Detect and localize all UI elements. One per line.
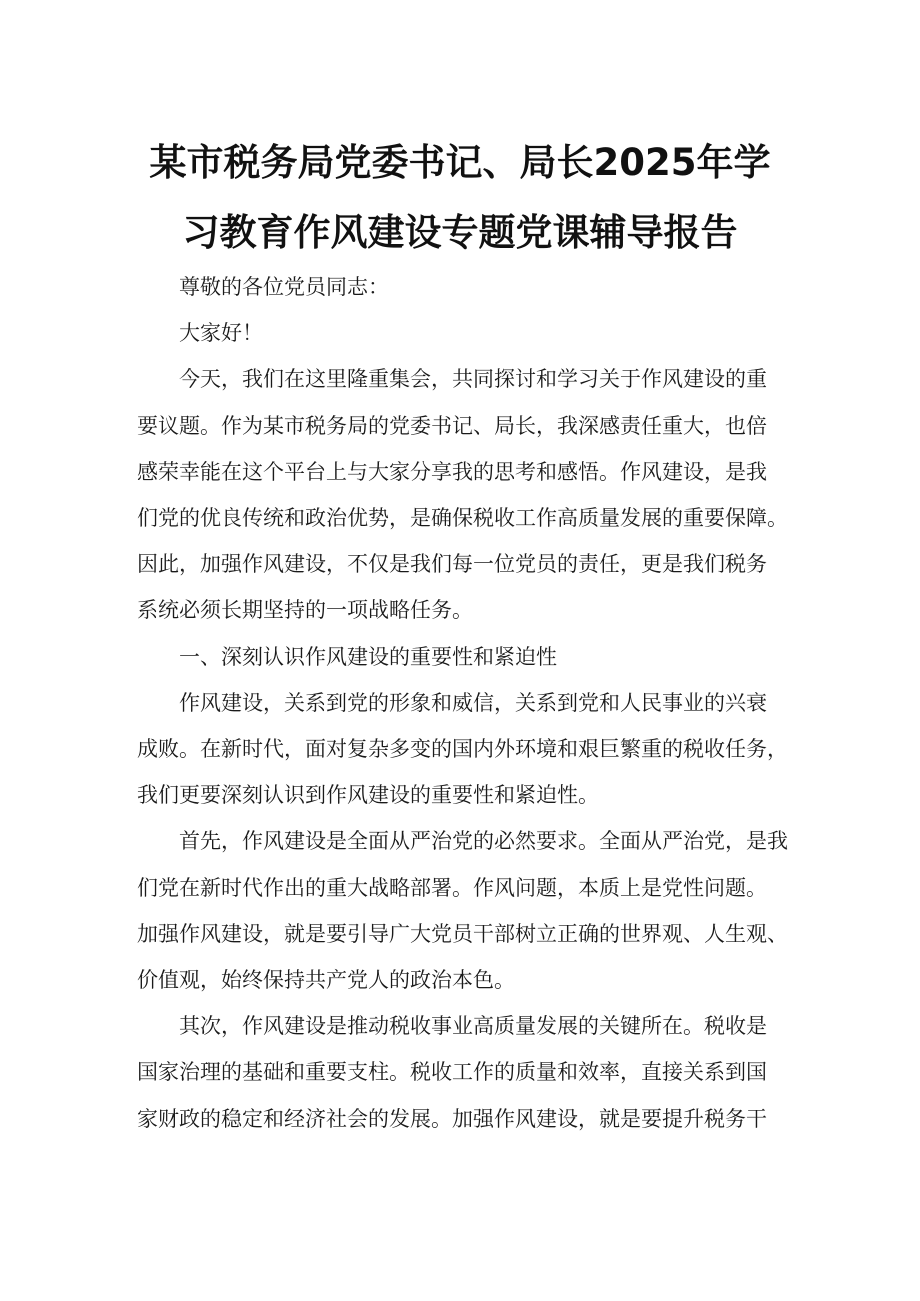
body-paragraph	[137, 634, 797, 680]
document-title-line-1: 某市税务局党委书记、局长2025年学	[149, 141, 771, 184]
paragraph-line: 一、深刻认识作风建设的重要性和紧迫性	[179, 644, 557, 669]
paragraph-line: 我们更要深刻认识到作风建设的重要性和紧迫性。	[137, 783, 599, 808]
paragraph-line: 加强作风建设，就是要引导广大党员干部树立正确的世界观、人生观、	[137, 921, 788, 946]
document-body	[137, 264, 797, 1142]
paragraph-line: 尊敬的各位党员同志：	[179, 275, 389, 299]
paragraph-line: 成败。在新时代，面对复杂多变的国内外环境和艰巨繁重的税收任务，	[137, 737, 788, 762]
paragraph-line: 感荣幸能在这个平台上与大家分享我的思考和感悟。作风建设，是我	[137, 459, 767, 484]
body-paragraph	[137, 1003, 797, 1142]
paragraph-line: 首先，作风建设是全面从严治党的必然要求。全面从严治党，是我	[179, 829, 788, 854]
paragraph-line: 要议题。作为某市税务局的党委书记、局长，我深感责任重大，也倍	[137, 413, 767, 438]
paragraph-line: 家财政的稳定和经济社会的发展。加强作风建设，就是要提升税务干	[137, 1106, 767, 1131]
document-title-line-2: 习教育作风建设专题党课辅导报告	[182, 211, 738, 254]
paragraph-line: 今天，我们在这里隆重集会，共同探讨和学习关于作风建设的重	[179, 367, 767, 392]
paragraph-line: 们党在新时代作出的重大战略部署。作风问题，本质上是党性问题。	[137, 875, 767, 900]
paragraph-line: 因此，加强作风建设，不仅是我们每一位党员的责任，更是我们税务	[137, 552, 767, 577]
body-paragraph	[137, 310, 797, 356]
body-paragraph	[137, 356, 797, 633]
body-paragraph	[137, 818, 797, 1003]
body-paragraph	[137, 264, 797, 310]
paragraph-line: 作风建设，关系到党的形象和威信，关系到党和人民事业的兴衰	[179, 690, 767, 715]
paragraph-line: 其次，作风建设是推动税收事业高质量发展的关键所在。税收是	[179, 1014, 767, 1039]
paragraph-line: 价值观，始终保持共产党人的政治本色。	[137, 968, 515, 993]
paragraph-line: 大家好！	[179, 321, 263, 346]
paragraph-line: 国家治理的基础和重要支柱。税收工作的质量和效率，直接关系到国	[137, 1060, 767, 1085]
paragraph-line: 系统必须长期坚持的一项战略任务。	[137, 598, 473, 623]
paragraph-line: 们党的优良传统和政治优势，是确保税收工作高质量发展的重要保障。	[137, 506, 788, 531]
body-paragraph	[137, 680, 797, 819]
